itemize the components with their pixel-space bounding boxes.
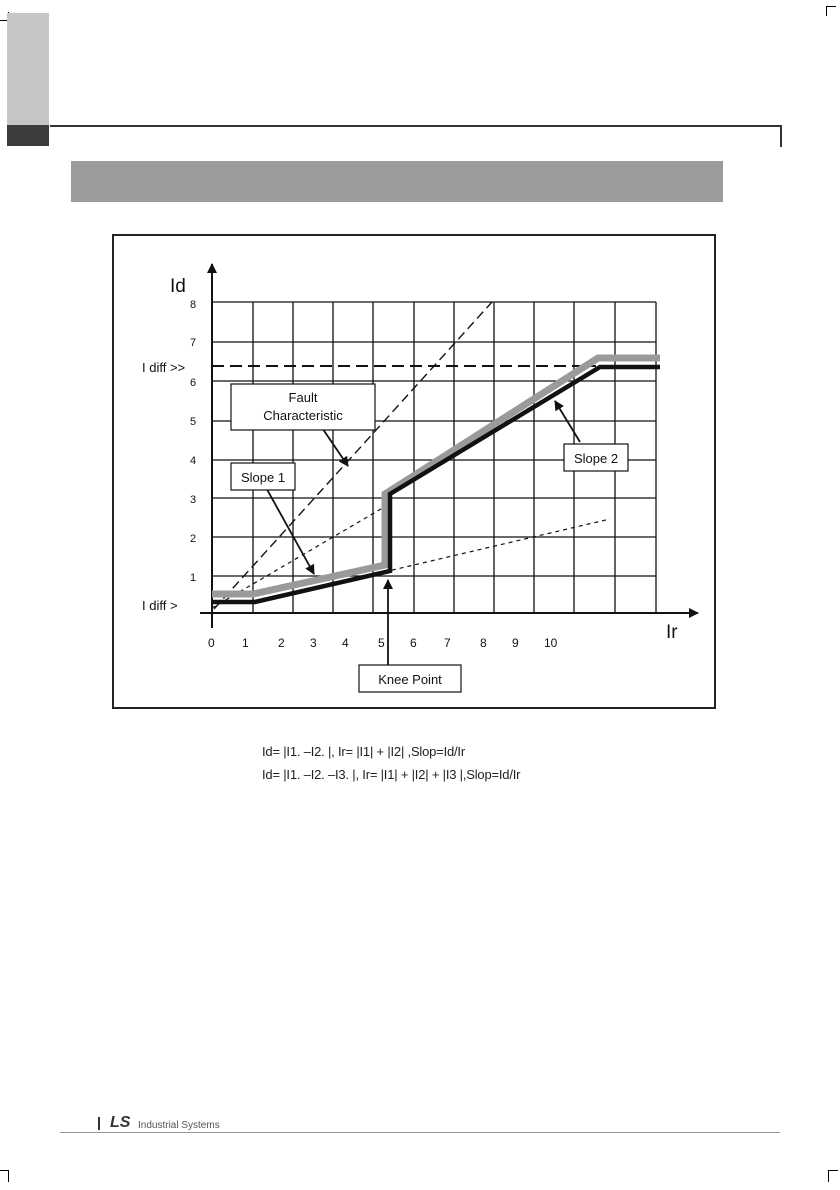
company-logo: LS [110,1114,131,1131]
slope1-label: Slope 1 [240,470,286,485]
y-tick-label: 5 [190,416,197,428]
chapter-tab [7,13,49,125]
x-axis-label: Ir [666,622,678,643]
chapter-tab-marker [7,125,49,146]
slope2-label: Slope 2 [573,451,619,466]
x-tick-label: 7 [444,636,451,650]
x-tick-label: 6 [410,636,417,650]
header-rule [50,125,782,127]
y-tick-label: 2 [190,533,197,545]
header-rule-tick [780,125,782,147]
knee-point-label: Knee Point [378,672,442,687]
crop-mark [826,6,836,7]
idiff-high-label: I diff >> [142,360,186,375]
x-tick-label: 0 [208,636,215,650]
x-tick-label: 3 [310,636,317,650]
x-tick-label: 2 [278,636,285,650]
idiff-low-label: I diff > [142,598,178,613]
company-name: Industrial Systems [138,1120,220,1131]
characteristic-diagram [114,236,718,711]
crop-mark [8,1170,9,1182]
y-tick-label: 6 [190,377,197,389]
x-tick-label: 5 [378,636,385,650]
crop-mark [826,6,827,16]
crop-mark [828,1170,838,1171]
differential-characteristic-figure [112,234,716,709]
y-tick-label: 7 [190,337,197,349]
formula-two-winding: Id= |I1. –I2. |, Ir= |I1| + |I2| ,Slop=Id/Ir [262,744,465,759]
y-axis-label: Id [170,276,186,297]
x-tick-label: 1 [242,636,249,650]
section-title-bar [71,161,723,202]
fault-label-line2: Characteristic [263,408,343,423]
fault-label-line1: Fault [288,390,318,405]
crop-mark [828,1170,829,1182]
x-tick-label: 9 [512,636,519,650]
y-tick-label: 8 [190,299,197,311]
x-tick-label: 4 [342,636,349,650]
footer-rule [60,1132,780,1133]
y-tick-label: 1 [190,572,197,584]
y-tick-label: 3 [190,494,197,506]
footer-divider-bar [98,1117,100,1130]
x-tick-label: 10 [544,636,558,650]
slope2-reference-line [384,519,610,572]
x-tick-label: 8 [480,636,487,650]
formula-three-winding: Id= |I1. –I2. –I3. |, Ir= |I1| + |I2| + |I3 |,Slop=Id/Ir [262,767,521,782]
y-tick-label: 4 [190,455,197,467]
